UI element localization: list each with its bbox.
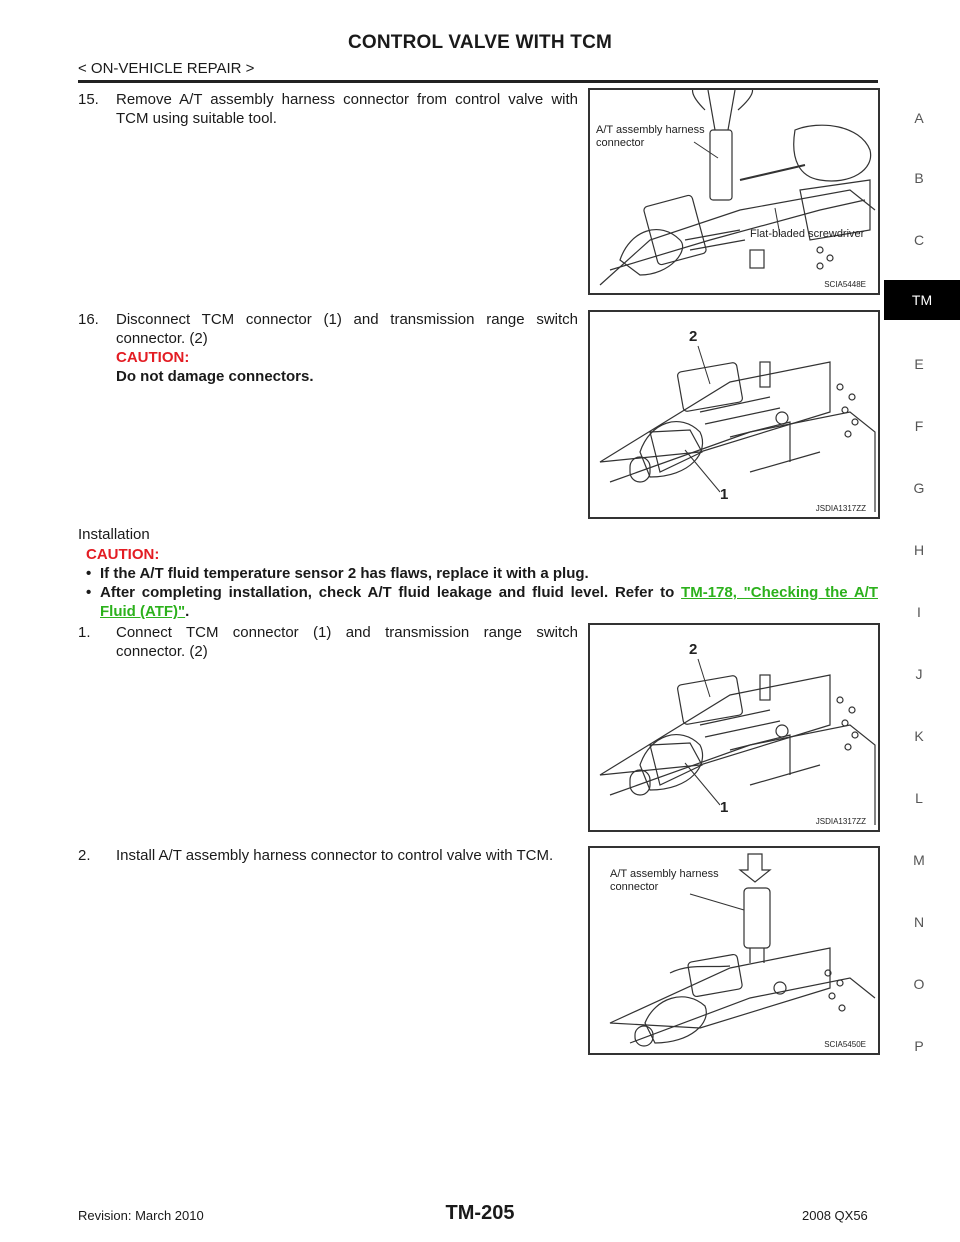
- index-letter-c[interactable]: C: [913, 232, 925, 248]
- index-letter-p[interactable]: P: [914, 1038, 924, 1054]
- section-index: [884, 100, 960, 1200]
- index-letter-o[interactable]: O: [913, 976, 925, 992]
- install-step-1-text: Connect TCM connector (1) and transmission range switch connector. (2): [116, 624, 578, 660]
- bullet-marker: •: [86, 584, 92, 601]
- footer-page-number: TM-205: [445, 1202, 515, 1224]
- index-letter-b[interactable]: B: [914, 170, 924, 186]
- figure-install-harness-connector: [588, 846, 880, 1055]
- install-step-2-text: Install A/T assembly harness connector to control valve with TCM.: [116, 847, 554, 864]
- figure-disconnect-connectors: [588, 310, 880, 519]
- index-letter-l[interactable]: L: [915, 790, 923, 806]
- caution-bullet-2-text: After completing installation, check A/T fluid leakage and fluid level. Refer to: [100, 584, 675, 601]
- footer-revision: Revision: March 2010: [78, 1208, 204, 1223]
- installation-caution-label: CAUTION:: [86, 546, 160, 563]
- index-letter-a[interactable]: A: [914, 110, 924, 126]
- figure-3-callout-1: 1: [720, 799, 729, 816]
- installation-caution-block: [86, 545, 878, 621]
- caution-bullet-1: [86, 564, 878, 583]
- figure-3-drawing: [590, 625, 878, 830]
- figure-1-code: SCIA5448E: [824, 280, 866, 289]
- label-harness-connector: A/T assembly harness connector: [596, 124, 705, 149]
- index-letter-e[interactable]: E: [914, 356, 924, 372]
- footer-model: 2008 QX56: [802, 1208, 868, 1223]
- caution-bullet-2: [86, 583, 878, 621]
- installation-heading: Installation: [78, 526, 150, 543]
- step-15-number: 15.: [78, 91, 99, 108]
- figure-1-drawing: [590, 90, 878, 293]
- index-letter-k[interactable]: K: [914, 728, 924, 744]
- step-15: [78, 90, 578, 128]
- figure-4-code: SCIA5450E: [824, 1040, 866, 1049]
- caution-bullet-2-end: .: [185, 603, 190, 620]
- figure-3-callout-2: 2: [689, 641, 698, 658]
- step-16-number: 16.: [78, 311, 99, 328]
- step-16-text: Disconnect TCM connector (1) and transmission range switch connector. (2): [116, 311, 578, 347]
- figure-2-callout-2: 2: [689, 328, 698, 345]
- index-letter-j[interactable]: J: [915, 666, 923, 682]
- figure-connect-connectors: [588, 623, 880, 832]
- index-letter-g[interactable]: G: [913, 480, 925, 496]
- index-letter-i[interactable]: I: [917, 604, 921, 620]
- header-divider: [78, 80, 878, 83]
- index-letter-m[interactable]: M: [913, 852, 925, 868]
- label-flat-bladed-screwdriver: Flat-bladed screwdriver: [750, 228, 865, 240]
- bullet-marker: •: [86, 565, 92, 582]
- index-letter-n[interactable]: N: [913, 914, 925, 930]
- install-step-2-number: 2.: [78, 847, 91, 864]
- figure-2-callout-1: 1: [720, 486, 729, 503]
- step-16-caution-text: Do not damage connectors.: [116, 368, 314, 385]
- index-letter-h[interactable]: H: [913, 542, 925, 558]
- step-16-caution-label: CAUTION:: [116, 349, 190, 366]
- figure-3-code: JSDIA1317ZZ: [815, 817, 866, 826]
- link-checking-atf[interactable]: TM-178, "Checking the A/T Fluid (ATF)": [100, 584, 878, 620]
- label-harness-connector-install: A/T assembly harness connector: [610, 868, 719, 893]
- install-step-1-number: 1.: [78, 624, 91, 641]
- index-letter-f[interactable]: F: [914, 418, 924, 434]
- figure-remove-harness-connector: [588, 88, 880, 295]
- figure-2-code: JSDIA1317ZZ: [815, 504, 866, 513]
- step-15-text: Remove A/T assembly harness connector from control valve with TCM using suitable tool.: [116, 91, 578, 127]
- section-breadcrumb: < ON-VEHICLE REPAIR >: [78, 60, 255, 77]
- install-step-2: [78, 846, 578, 865]
- install-step-1: [78, 623, 578, 661]
- figure-2-drawing: [590, 312, 878, 517]
- page-title: CONTROL VALVE WITH TCM: [347, 32, 613, 53]
- caution-bullet-1-text: If the A/T fluid temperature sensor 2 has flaws, replace it with a plug.: [100, 565, 589, 582]
- step-16: [78, 310, 578, 386]
- index-tab-tm-active[interactable]: TM: [884, 280, 960, 320]
